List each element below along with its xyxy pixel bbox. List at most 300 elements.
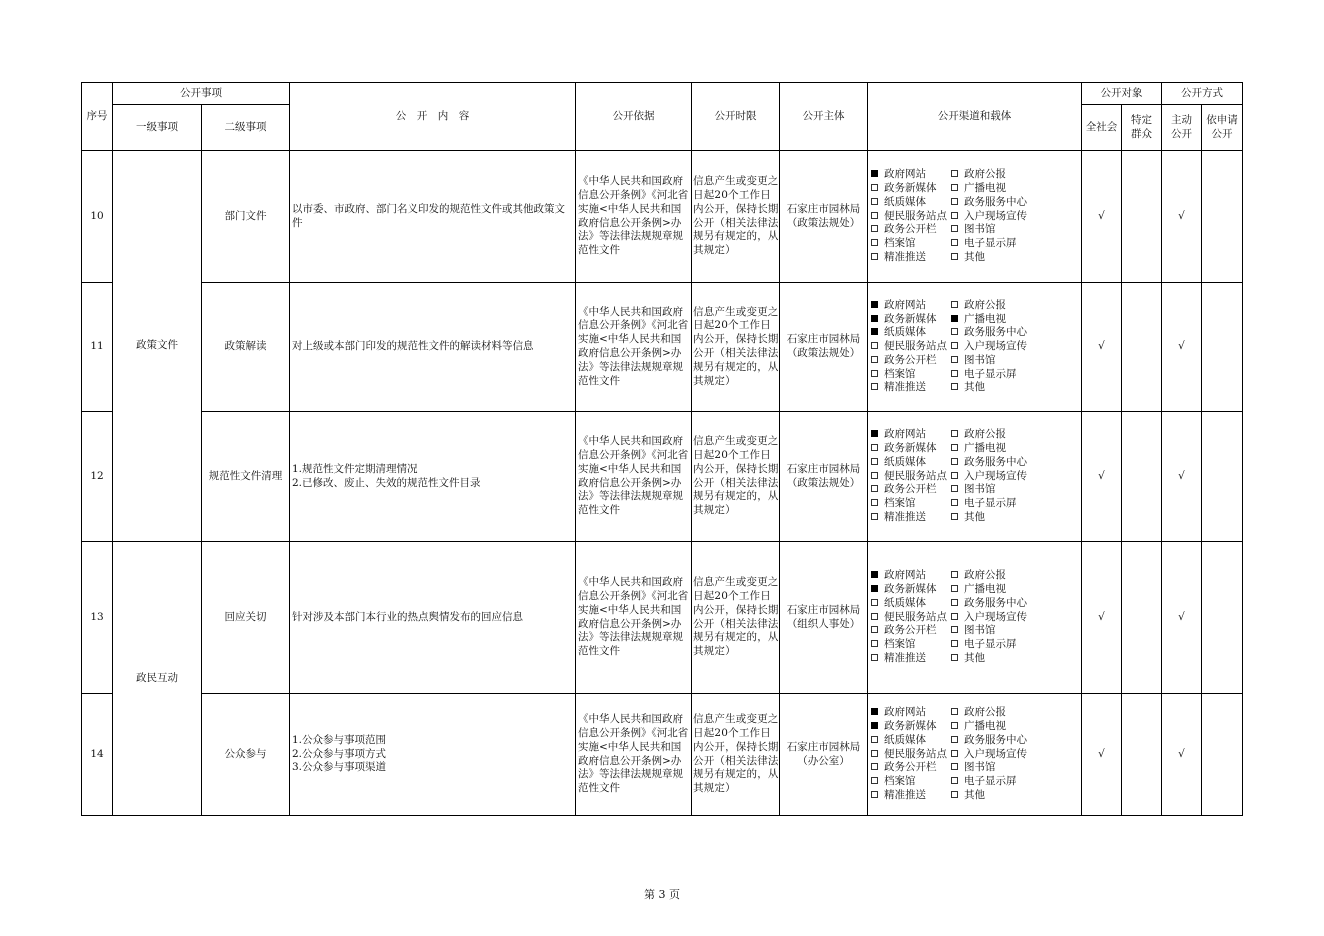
channel-label: 精准推送 bbox=[884, 651, 926, 664]
channel-line bbox=[871, 223, 1081, 237]
level2-item: 政策解读 bbox=[202, 283, 290, 412]
audience-all-mark: √ bbox=[1082, 283, 1122, 412]
channel-option[interactable] bbox=[871, 789, 951, 803]
time-limit-text: 信息产生或变更之日起20个工作日内公开，保持长期公开（相关法律法规另有规定的，从其规定） bbox=[692, 283, 780, 412]
subject-text: 石家庄市园林局（办公室） bbox=[780, 694, 868, 816]
channel-option[interactable] bbox=[871, 442, 951, 456]
channel-line bbox=[871, 789, 1081, 803]
channel-option[interactable] bbox=[871, 182, 951, 196]
channel-option[interactable] bbox=[951, 368, 1017, 382]
channel-option[interactable] bbox=[951, 775, 1017, 789]
row-seq: 10 bbox=[82, 151, 113, 283]
header-audience-specific: 特定群众 bbox=[1122, 105, 1162, 151]
channel-option[interactable] bbox=[951, 340, 1027, 354]
channel-line bbox=[871, 456, 1081, 470]
channel-option[interactable] bbox=[951, 168, 1006, 182]
channel-label: 政务公开栏 bbox=[884, 223, 937, 236]
channel-label: 图书馆 bbox=[964, 761, 996, 774]
channel-option[interactable] bbox=[871, 652, 951, 666]
channel-option[interactable] bbox=[871, 381, 951, 395]
channel-label: 政务服务中心 bbox=[964, 326, 1027, 339]
channel-option[interactable] bbox=[951, 789, 985, 803]
unchecked-box-icon[interactable] bbox=[951, 328, 958, 335]
channel-label: 便民服务站点 bbox=[884, 209, 947, 222]
channel-option[interactable] bbox=[951, 196, 1027, 210]
channel-label: 入户现场宣传 bbox=[964, 469, 1027, 482]
unchecked-box-icon[interactable] bbox=[951, 253, 958, 260]
channel-label: 图书馆 bbox=[964, 624, 996, 637]
unchecked-box-icon[interactable] bbox=[951, 599, 958, 606]
channel-option[interactable] bbox=[871, 624, 951, 638]
channel-line bbox=[871, 624, 1081, 638]
channel-label: 精准推送 bbox=[884, 788, 926, 801]
subject-text: 石家庄市园林局（政策法规处） bbox=[780, 151, 868, 283]
header-subject: 公开主体 bbox=[780, 83, 868, 151]
channel-option[interactable] bbox=[951, 428, 1006, 442]
channel-label: 政府公报 bbox=[964, 569, 1006, 582]
content-text: 针对涉及本部门本行业的热点舆情发布的回应信息 bbox=[290, 542, 576, 694]
method-active-mark: √ bbox=[1162, 694, 1202, 816]
channel-option[interactable] bbox=[871, 511, 951, 525]
level2-item: 规范性文件清理 bbox=[202, 412, 290, 542]
channel-option[interactable] bbox=[871, 223, 951, 237]
channel-line bbox=[871, 442, 1081, 456]
channel-option[interactable] bbox=[951, 720, 1006, 734]
channel-label: 电子显示屏 bbox=[964, 237, 1017, 250]
channel-label: 入户现场宣传 bbox=[964, 209, 1027, 222]
channel-label: 政务公开栏 bbox=[884, 483, 937, 496]
channel-label: 纸质媒体 bbox=[884, 195, 926, 208]
page-number: 第 3 页 bbox=[644, 888, 680, 901]
unchecked-box-icon[interactable] bbox=[871, 370, 878, 377]
unchecked-box-icon[interactable] bbox=[871, 654, 878, 661]
channel-option[interactable] bbox=[951, 182, 1006, 196]
unchecked-box-icon[interactable] bbox=[871, 356, 878, 363]
table-row bbox=[82, 151, 1243, 283]
channel-option[interactable] bbox=[871, 638, 951, 652]
channel-option[interactable] bbox=[871, 569, 951, 583]
row-seq: 14 bbox=[82, 694, 113, 816]
unchecked-box-icon[interactable] bbox=[871, 458, 878, 465]
channel-label: 政府网站 bbox=[884, 298, 926, 311]
unchecked-box-icon[interactable] bbox=[871, 763, 878, 770]
channel-label: 纸质媒体 bbox=[884, 733, 926, 746]
channel-label: 档案馆 bbox=[884, 638, 916, 651]
channel-option[interactable] bbox=[871, 748, 951, 762]
channel-label: 政务新媒体 bbox=[884, 442, 937, 454]
channel-option[interactable] bbox=[951, 706, 1006, 720]
audience-specific-mark bbox=[1122, 151, 1162, 283]
level1-category: 政民互动 bbox=[113, 542, 202, 816]
channel-line bbox=[871, 497, 1081, 511]
channel-option[interactable] bbox=[871, 354, 951, 368]
channel-line bbox=[871, 597, 1081, 611]
channel-option[interactable] bbox=[951, 569, 1006, 583]
channel-label: 其他 bbox=[964, 788, 985, 801]
channel-option[interactable] bbox=[871, 326, 951, 340]
method-request-mark bbox=[1202, 542, 1243, 694]
table-row bbox=[82, 542, 1243, 694]
channels-list bbox=[868, 694, 1082, 816]
checked-box-icon[interactable] bbox=[871, 170, 878, 177]
unchecked-box-icon[interactable] bbox=[951, 750, 958, 757]
channel-line bbox=[871, 182, 1081, 196]
unchecked-box-icon[interactable] bbox=[871, 225, 878, 232]
checked-box-icon[interactable] bbox=[871, 571, 878, 578]
unchecked-box-icon[interactable] bbox=[871, 472, 878, 479]
method-active-mark: √ bbox=[1162, 412, 1202, 542]
channel-option[interactable] bbox=[871, 299, 951, 313]
channel-option[interactable] bbox=[871, 196, 951, 210]
unchecked-box-icon[interactable] bbox=[871, 239, 878, 246]
checked-box-icon[interactable] bbox=[871, 708, 878, 715]
channel-label: 便民服务站点 bbox=[884, 469, 947, 482]
channel-option[interactable] bbox=[951, 652, 985, 666]
channel-option[interactable] bbox=[871, 597, 951, 611]
channel-line bbox=[871, 583, 1081, 597]
audience-all-mark: √ bbox=[1082, 542, 1122, 694]
header-seq: 序号 bbox=[82, 83, 113, 151]
channel-label: 其他 bbox=[964, 651, 985, 664]
channel-line bbox=[871, 775, 1081, 789]
checked-box-icon[interactable] bbox=[951, 315, 958, 322]
unchecked-box-icon[interactable] bbox=[871, 777, 878, 784]
unchecked-box-icon[interactable] bbox=[951, 626, 958, 633]
unchecked-box-icon[interactable] bbox=[951, 356, 958, 363]
channels-list bbox=[868, 412, 1082, 542]
channel-label: 纸质媒体 bbox=[884, 455, 926, 468]
unchecked-box-icon[interactable] bbox=[871, 342, 878, 349]
channel-option[interactable] bbox=[951, 483, 996, 497]
channel-label: 政务公开栏 bbox=[884, 624, 937, 637]
channel-option[interactable] bbox=[871, 583, 951, 597]
header-level1: 一级事项 bbox=[113, 105, 202, 151]
unchecked-box-icon[interactable] bbox=[951, 370, 958, 377]
table-row bbox=[82, 283, 1243, 412]
channel-option[interactable] bbox=[951, 497, 1017, 511]
channel-option[interactable] bbox=[871, 761, 951, 775]
channel-label: 政务公开栏 bbox=[884, 353, 937, 366]
channel-option[interactable] bbox=[871, 611, 951, 625]
channel-label: 政府网站 bbox=[884, 706, 926, 719]
channel-option[interactable] bbox=[951, 748, 1027, 762]
unchecked-box-icon[interactable] bbox=[871, 198, 878, 205]
checked-box-icon[interactable] bbox=[871, 430, 878, 437]
checked-box-icon[interactable] bbox=[871, 585, 878, 592]
channel-option[interactable] bbox=[951, 210, 1027, 224]
unchecked-box-icon[interactable] bbox=[871, 444, 878, 451]
unchecked-box-icon[interactable] bbox=[951, 640, 958, 647]
unchecked-box-icon[interactable] bbox=[871, 184, 878, 191]
channel-line bbox=[871, 168, 1081, 182]
channel-label: 档案馆 bbox=[884, 237, 916, 250]
channel-label: 档案馆 bbox=[884, 775, 916, 788]
channel-option[interactable] bbox=[871, 340, 951, 354]
unchecked-box-icon[interactable] bbox=[951, 613, 958, 620]
audience-all-mark: √ bbox=[1082, 412, 1122, 542]
content-text: 1.规范性文件定期清理情况 2.已修改、废止、失效的规范性文件目录 bbox=[290, 412, 576, 542]
method-request-mark bbox=[1202, 694, 1243, 816]
channel-label: 电子显示屏 bbox=[964, 497, 1017, 510]
unchecked-box-icon[interactable] bbox=[951, 708, 958, 715]
channel-label: 政府网站 bbox=[884, 428, 926, 441]
row-seq: 13 bbox=[82, 542, 113, 694]
header-channels: 公开渠道和载体 bbox=[868, 83, 1082, 151]
channel-label: 政务新媒体 bbox=[884, 182, 937, 194]
channel-line bbox=[871, 748, 1081, 762]
method-active-mark: √ bbox=[1162, 283, 1202, 412]
unchecked-box-icon[interactable] bbox=[951, 383, 958, 390]
channel-line bbox=[871, 483, 1081, 497]
unchecked-box-icon[interactable] bbox=[951, 444, 958, 451]
channel-option[interactable] bbox=[951, 511, 985, 525]
audience-all-mark: √ bbox=[1082, 151, 1122, 283]
channel-option[interactable] bbox=[871, 313, 951, 327]
channel-option[interactable] bbox=[951, 313, 1006, 327]
checked-box-icon[interactable] bbox=[871, 328, 878, 335]
unchecked-box-icon[interactable] bbox=[951, 458, 958, 465]
channel-line bbox=[871, 761, 1081, 775]
channels-list bbox=[868, 151, 1082, 283]
unchecked-box-icon[interactable] bbox=[951, 184, 958, 191]
channel-option[interactable] bbox=[871, 237, 951, 251]
channel-line bbox=[871, 251, 1081, 265]
level2-item: 回应关切 bbox=[202, 542, 290, 694]
channel-option[interactable] bbox=[951, 734, 1027, 748]
channel-line bbox=[871, 720, 1081, 734]
unchecked-box-icon[interactable] bbox=[951, 239, 958, 246]
header-level2: 二级事项 bbox=[202, 105, 290, 151]
channel-label: 政务新媒体 bbox=[884, 583, 937, 595]
channel-label: 广播电视 bbox=[964, 442, 1006, 454]
channel-option[interactable] bbox=[871, 428, 951, 442]
row-seq: 11 bbox=[82, 283, 113, 412]
header-method-request: 依申请公开 bbox=[1202, 105, 1243, 151]
channel-option[interactable] bbox=[951, 638, 1017, 652]
channel-option[interactable] bbox=[951, 624, 996, 638]
channel-option[interactable] bbox=[951, 381, 985, 395]
channel-option[interactable] bbox=[871, 168, 951, 182]
channel-label: 电子显示屏 bbox=[964, 638, 1017, 651]
audience-specific-mark bbox=[1122, 412, 1162, 542]
unchecked-box-icon[interactable] bbox=[951, 763, 958, 770]
table-row bbox=[82, 694, 1243, 816]
channel-option[interactable] bbox=[871, 251, 951, 265]
channel-line bbox=[871, 470, 1081, 484]
unchecked-box-icon[interactable] bbox=[871, 599, 878, 606]
header-basis: 公开依据 bbox=[576, 83, 692, 151]
unchecked-box-icon[interactable] bbox=[951, 225, 958, 232]
channel-option[interactable] bbox=[951, 470, 1027, 484]
channel-line bbox=[871, 326, 1081, 340]
unchecked-box-icon[interactable] bbox=[951, 198, 958, 205]
channel-line bbox=[871, 299, 1081, 313]
content-text: 对上级或本部门印发的规范性文件的解读材料等信息 bbox=[290, 283, 576, 412]
channel-label: 政务新媒体 bbox=[884, 312, 937, 325]
method-request-mark bbox=[1202, 151, 1243, 283]
audience-specific-mark bbox=[1122, 283, 1162, 412]
channel-label: 精准推送 bbox=[884, 250, 926, 263]
channel-label: 广播电视 bbox=[964, 312, 1006, 325]
level1-category: 政策文件 bbox=[113, 151, 202, 542]
channel-label: 政务新媒体 bbox=[884, 720, 937, 732]
unchecked-box-icon[interactable] bbox=[871, 791, 878, 798]
time-limit-text: 信息产生或变更之日起20个工作日内公开，保持长期公开（相关法律法规另有规定的，从其规定） bbox=[692, 412, 780, 542]
channel-line bbox=[871, 611, 1081, 625]
unchecked-box-icon[interactable] bbox=[951, 499, 958, 506]
channel-line bbox=[871, 652, 1081, 666]
unchecked-box-icon[interactable] bbox=[871, 626, 878, 633]
channel-label: 电子显示屏 bbox=[964, 775, 1017, 788]
channel-line bbox=[871, 428, 1081, 442]
channel-label: 便民服务站点 bbox=[884, 747, 947, 760]
channel-line bbox=[871, 381, 1081, 395]
subject-text: 石家庄市园林局（组织人事处） bbox=[780, 542, 868, 694]
unchecked-box-icon[interactable] bbox=[871, 736, 878, 743]
unchecked-box-icon[interactable] bbox=[871, 750, 878, 757]
channel-line bbox=[871, 237, 1081, 251]
channel-label: 政务公开栏 bbox=[884, 761, 937, 774]
channel-label: 政府公报 bbox=[964, 706, 1006, 719]
subject-text: 石家庄市园林局（政策法规处） bbox=[780, 412, 868, 542]
channel-label: 入户现场宣传 bbox=[964, 747, 1027, 760]
method-request-mark bbox=[1202, 283, 1243, 412]
unchecked-box-icon[interactable] bbox=[951, 585, 958, 592]
basis-text: 《中华人民共和国政府信息公开条例》《河北省实施<中华人民共和国政府信息公开条例>办法》等法律法规规章规范性文件 bbox=[576, 412, 692, 542]
unchecked-box-icon[interactable] bbox=[871, 485, 878, 492]
basis-text: 《中华人民共和国政府信息公开条例》《河北省实施<中华人民共和国政府信息公开条例>办法》等法律法规规章规范性文件 bbox=[576, 694, 692, 816]
header-method-active: 主动公开 bbox=[1162, 105, 1202, 151]
channel-label: 纸质媒体 bbox=[884, 326, 926, 339]
audience-specific-mark bbox=[1122, 542, 1162, 694]
channel-option[interactable] bbox=[951, 611, 1027, 625]
unchecked-box-icon[interactable] bbox=[871, 253, 878, 260]
channel-option[interactable] bbox=[951, 223, 996, 237]
channel-label: 广播电视 bbox=[964, 182, 1006, 194]
method-active-mark: √ bbox=[1162, 151, 1202, 283]
table-row bbox=[82, 412, 1243, 542]
channel-option[interactable] bbox=[871, 210, 951, 224]
channel-line bbox=[871, 196, 1081, 210]
unchecked-box-icon[interactable] bbox=[871, 212, 878, 219]
unchecked-box-icon[interactable] bbox=[951, 212, 958, 219]
channel-line bbox=[871, 313, 1081, 327]
channel-option[interactable] bbox=[871, 456, 951, 470]
channel-option[interactable] bbox=[951, 237, 1017, 251]
channel-option[interactable] bbox=[951, 299, 1006, 313]
method-active-mark: √ bbox=[1162, 542, 1202, 694]
unchecked-box-icon[interactable] bbox=[951, 301, 958, 308]
channel-label: 政务服务中心 bbox=[964, 455, 1027, 468]
subject-text: 石家庄市园林局（政策法规处） bbox=[780, 283, 868, 412]
unchecked-box-icon[interactable] bbox=[951, 777, 958, 784]
basis-text: 《中华人民共和国政府信息公开条例》《河北省实施<中华人民共和国政府信息公开条例>办法》等法律法规规章规范性文件 bbox=[576, 283, 692, 412]
channel-option[interactable] bbox=[871, 734, 951, 748]
unchecked-box-icon[interactable] bbox=[951, 791, 958, 798]
time-limit-text: 信息产生或变更之日起20个工作日内公开，保持长期公开（相关法律法规另有规定的，从其规定） bbox=[692, 694, 780, 816]
checked-box-icon[interactable] bbox=[871, 315, 878, 322]
unchecked-box-icon[interactable] bbox=[951, 722, 958, 729]
channel-option[interactable] bbox=[951, 456, 1027, 470]
channel-label: 政府网站 bbox=[884, 168, 926, 181]
channel-label: 图书馆 bbox=[964, 223, 996, 236]
channel-option[interactable] bbox=[951, 251, 985, 265]
unchecked-box-icon[interactable] bbox=[951, 736, 958, 743]
channel-option[interactable] bbox=[871, 470, 951, 484]
channel-option[interactable] bbox=[951, 597, 1027, 611]
channel-label: 便民服务站点 bbox=[884, 340, 947, 353]
channel-option[interactable] bbox=[871, 706, 951, 720]
basis-text: 《中华人民共和国政府信息公开条例》《河北省实施<中华人民共和国政府信息公开条例>办法》等法律法规规章规范性文件 bbox=[576, 151, 692, 283]
disclosure-table bbox=[81, 82, 1243, 816]
header-items-group: 公开事项 bbox=[113, 83, 290, 105]
unchecked-box-icon[interactable] bbox=[871, 383, 878, 390]
unchecked-box-icon[interactable] bbox=[951, 513, 958, 520]
channel-option[interactable] bbox=[951, 442, 1006, 456]
checked-box-icon[interactable] bbox=[871, 722, 878, 729]
channel-label: 其他 bbox=[964, 381, 985, 394]
channel-label: 纸质媒体 bbox=[884, 596, 926, 609]
unchecked-box-icon[interactable] bbox=[951, 170, 958, 177]
channel-line bbox=[871, 368, 1081, 382]
channel-option[interactable] bbox=[951, 326, 1027, 340]
level2-item: 公众参与 bbox=[202, 694, 290, 816]
channel-option[interactable] bbox=[951, 761, 996, 775]
channel-option[interactable] bbox=[871, 720, 951, 734]
channel-option[interactable] bbox=[871, 368, 951, 382]
header-time-limit: 公开时限 bbox=[692, 83, 780, 151]
checked-box-icon[interactable] bbox=[871, 301, 878, 308]
unchecked-box-icon[interactable] bbox=[871, 640, 878, 647]
channel-label: 政府网站 bbox=[884, 569, 926, 582]
unchecked-box-icon[interactable] bbox=[951, 342, 958, 349]
audience-specific-mark bbox=[1122, 694, 1162, 816]
channel-line bbox=[871, 638, 1081, 652]
channel-label: 图书馆 bbox=[964, 353, 996, 366]
unchecked-box-icon[interactable] bbox=[871, 513, 878, 520]
channel-line bbox=[871, 340, 1081, 354]
unchecked-box-icon[interactable] bbox=[951, 472, 958, 479]
channel-line bbox=[871, 354, 1081, 368]
channel-line bbox=[871, 569, 1081, 583]
channel-label: 政府公报 bbox=[964, 298, 1006, 311]
channel-line bbox=[871, 210, 1081, 224]
unchecked-box-icon[interactable] bbox=[871, 613, 878, 620]
channel-option[interactable] bbox=[871, 775, 951, 789]
channel-option[interactable] bbox=[871, 483, 951, 497]
unchecked-box-icon[interactable] bbox=[951, 654, 958, 661]
channel-line bbox=[871, 706, 1081, 720]
channel-label: 政务服务中心 bbox=[964, 195, 1027, 208]
unchecked-box-icon[interactable] bbox=[871, 499, 878, 506]
channel-label: 入户现场宣传 bbox=[964, 340, 1027, 353]
table-body bbox=[82, 151, 1243, 816]
channel-option[interactable] bbox=[871, 497, 951, 511]
channel-line bbox=[871, 734, 1081, 748]
channel-option[interactable] bbox=[951, 583, 1006, 597]
channel-label: 入户现场宣传 bbox=[964, 610, 1027, 623]
unchecked-box-icon[interactable] bbox=[951, 430, 958, 437]
channel-option[interactable] bbox=[951, 354, 996, 368]
channel-label: 政府公报 bbox=[964, 168, 1006, 181]
channel-label: 便民服务站点 bbox=[884, 610, 947, 623]
method-request-mark bbox=[1202, 412, 1243, 542]
channel-label: 政府公报 bbox=[964, 428, 1006, 441]
unchecked-box-icon[interactable] bbox=[951, 485, 958, 492]
time-limit-text: 信息产生或变更之日起20个工作日内公开，保持长期公开（相关法律法规另有规定的，从其规定） bbox=[692, 151, 780, 283]
unchecked-box-icon[interactable] bbox=[951, 571, 958, 578]
channel-label: 其他 bbox=[964, 250, 985, 263]
